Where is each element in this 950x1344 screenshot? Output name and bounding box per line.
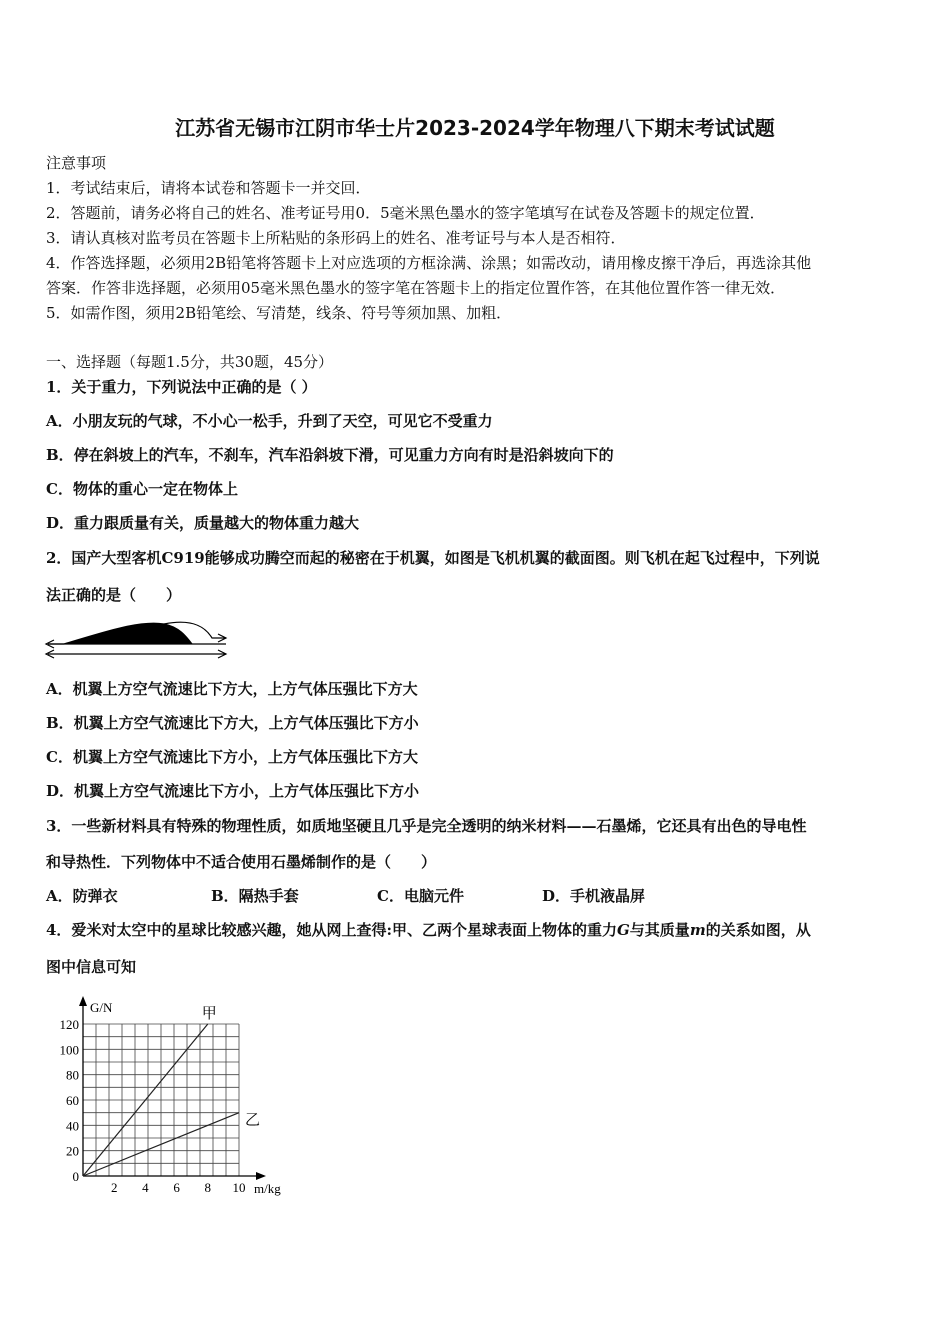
question-3-stem-line1: 3．一些新材料具有特殊的物理性质，如质地坚硬且几乎是完全透明的纳米材料——石墨烯，它还具有出色的导电性 bbox=[46, 817, 807, 835]
question-3-option-d: D．手机液晶屏 bbox=[542, 887, 646, 905]
notice-item: 1．考试结束后，请将本试卷和答题卡一并交回． bbox=[46, 179, 371, 197]
x-tick-label: 6 bbox=[173, 1180, 180, 1195]
section-heading: 一、选择题（每题1.5分，共30题，45分） bbox=[46, 353, 334, 371]
y-tick-label: 80 bbox=[66, 1067, 79, 1083]
series-label: 甲 bbox=[201, 1004, 217, 1022]
x-tick-label: 10 bbox=[232, 1180, 246, 1195]
question-4-stem-line1 bbox=[46, 919, 811, 940]
question-3-option-c: C．电脑元件 bbox=[377, 887, 464, 905]
x-tick-label: 8 bbox=[204, 1180, 212, 1195]
question-3-options bbox=[46, 885, 645, 906]
y-tick-label: 40 bbox=[66, 1118, 79, 1134]
notice-item: 答案．作答非选择题，必须用05毫米黑色墨水的签字笔在答题卡上的指定位置作答，在其他位置作答一律无效． bbox=[46, 279, 786, 297]
symbol-G: G bbox=[616, 921, 630, 939]
notice-item: 5．如需作图，须用2B铅笔绘、写清楚，线条、符号等须加黑、加粗． bbox=[46, 304, 512, 322]
y-axis-label: G/N bbox=[90, 1000, 113, 1015]
question-4-stem-line2: 图中信息可知 bbox=[46, 958, 137, 976]
y-tick-label: 20 bbox=[66, 1143, 79, 1159]
question-1-option-d: D．重力跟质量有关，质量越大的物体重力越大 bbox=[46, 514, 360, 532]
notice-item: 4．作答选择题，必须用2B铅笔将答题卡上对应选项的方框涂满、涂黑；如需改动，请用橡皮擦干净后，再选涂其他 bbox=[46, 254, 812, 272]
x-tick-label: 2 bbox=[110, 1180, 118, 1195]
question-2-stem-line1: 2．国产大型客机C919能够成功腾空而起的秘密在于机翼，如图是飞机机翼的截面图。则飞机在起飞过程中，下列说 bbox=[46, 549, 820, 567]
question-4-stem-part: 4．爱米对太空中的星球比较感兴趣，她从网上查得:甲、乙两个星球表面上物体的重力 bbox=[46, 921, 617, 939]
question-3-option-b: B．隔热手套 bbox=[211, 887, 299, 905]
question-2-option-c: C．机翼上方空气流速比下方小，上方气体压强比下方大 bbox=[46, 748, 418, 766]
question-4-stem-part: 与其质量 bbox=[629, 921, 690, 939]
symbol-m: m bbox=[689, 921, 706, 939]
question-1-option-b: B．停在斜坡上的汽车，不刹车，汽车沿斜坡下滑，可见重力方向有时是沿斜坡向下的 bbox=[46, 446, 614, 464]
question-1-stem: 1．关于重力，下列说法中正确的是（ ） bbox=[46, 378, 317, 396]
question-1-option-c: C．物体的重心一定在物体上 bbox=[46, 480, 238, 498]
series-label: 乙 bbox=[245, 1110, 261, 1129]
chart-axes bbox=[79, 996, 266, 1180]
chart-series bbox=[83, 1004, 260, 1176]
y-axis-arrow-icon bbox=[79, 996, 87, 1006]
chart-ticks bbox=[60, 1017, 246, 1195]
wing-cross-section-figure bbox=[44, 618, 234, 662]
y-tick-label: 120 bbox=[59, 1017, 79, 1032]
y-tick-label: 60 bbox=[66, 1093, 79, 1108]
y-tick-label: 0 bbox=[72, 1169, 79, 1184]
question-2-stem-line2: 法正确的是（ ） bbox=[46, 586, 182, 604]
y-tick-label: 100 bbox=[59, 1042, 79, 1058]
gravity-mass-chart bbox=[40, 990, 310, 1205]
notice-item: 3．请认真核对监考员在答题卡上所粘贴的条形码上的姓名、准考证号与本人是否相符． bbox=[46, 229, 626, 247]
question-1-option-a: A．小朋友玩的气球，不小心一松手，升到了天空，可见它不受重力 bbox=[46, 412, 493, 430]
notice-item: 2．答题前，请务必将自己的姓名、准考证号用0．5毫米黑色墨水的签字笔填写在试卷及答题卡的规定位置． bbox=[46, 204, 765, 222]
x-axis-arrow-icon bbox=[256, 1172, 266, 1180]
x-axis-label: m/kg bbox=[254, 1181, 281, 1196]
question-3-option-a: A．防弹衣 bbox=[46, 887, 118, 905]
question-3-stem-line2: 和导热性．下列物体中不适合使用石墨烯制作的是（ ） bbox=[46, 853, 437, 871]
question-2-option-b: B．机翼上方空气流速比下方大，上方气体压强比下方小 bbox=[46, 714, 419, 732]
x-tick-label: 4 bbox=[142, 1180, 149, 1195]
page-title: 江苏省无锡市江阴市华士片2023-2024学年物理八下期末考试试题 bbox=[175, 116, 775, 140]
chart-grid bbox=[83, 1024, 239, 1176]
question-4-stem-part: 的关系如图，从 bbox=[705, 921, 811, 939]
notice-heading: 注意事项 bbox=[46, 154, 107, 172]
question-2-option-a: A．机翼上方空气流速比下方大，上方气体压强比下方大 bbox=[46, 680, 418, 698]
question-2-option-d: D．机翼上方空气流速比下方小，上方气体压强比下方小 bbox=[46, 782, 420, 800]
